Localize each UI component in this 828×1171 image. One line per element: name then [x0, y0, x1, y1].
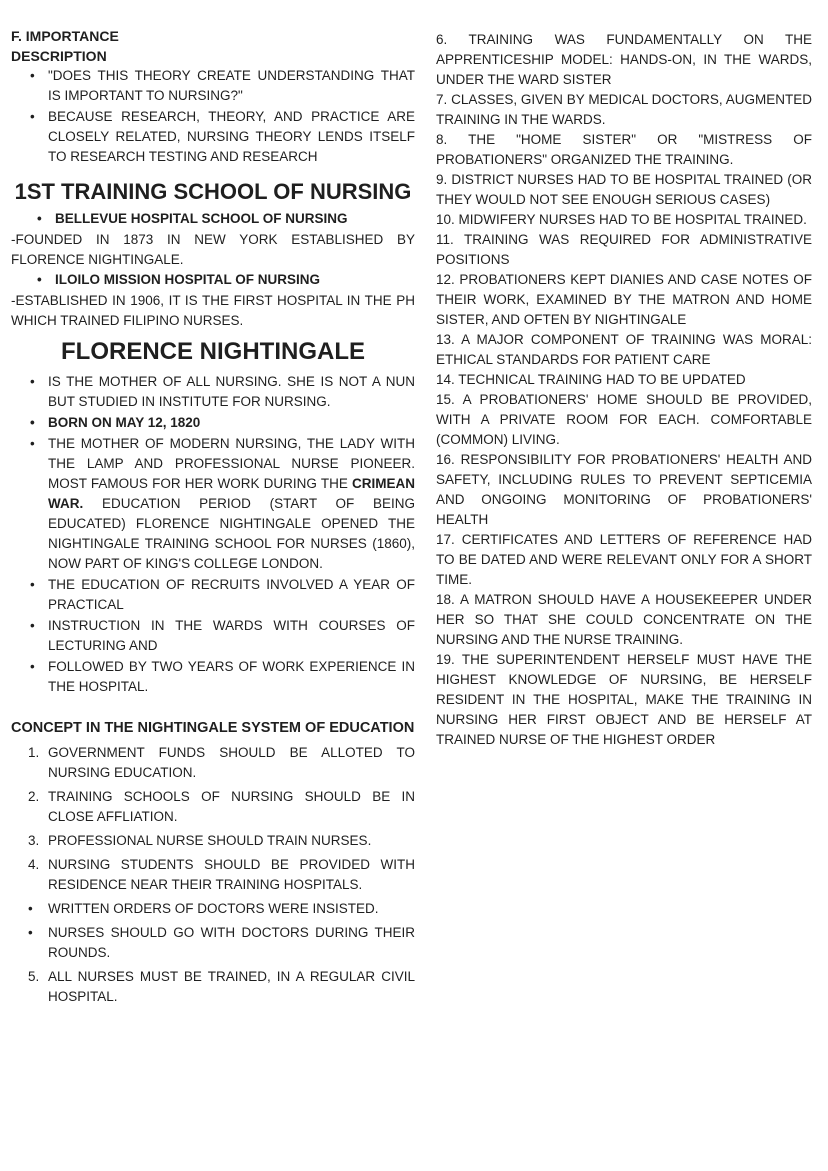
bullet-text: FOLLOWED BY TWO YEARS OF WORK EXPERIENCE IN THE HOSPITAL.	[48, 659, 415, 694]
bullet-item	[11, 899, 415, 919]
bullet-text: THE MOTHER OF MODERN NURSING, THE LADY WITH THE LAMP AND PROFESSIONAL NURSE PIONEER. MOST FAMOUS FOR HER WORK DURING THE	[48, 436, 415, 491]
bullet-text: IS THE MOTHER OF ALL NURSING. SHE IS NOT A NUN BUT STUDIED IN INSTITUTE FOR NURSING.	[48, 374, 415, 409]
numbered-item	[11, 743, 415, 783]
bullet-icon: •	[28, 901, 33, 916]
numbered-paragraph: 17. CERTIFICATES AND LETTERS OF REFERENCE HAD TO BE DATED AND WERE RELEVANT ONLY FOR A SHORT TIME.	[436, 532, 812, 587]
numbered-paragraph: 14. TECHNICAL TRAINING HAD TO BE UPDATED	[436, 372, 746, 387]
item-text: GOVERNMENT FUNDS SHOULD BE ALLOTED TO NURSING EDUCATION.	[48, 745, 415, 780]
training-school-entry-title	[11, 209, 415, 229]
item-text: WRITTEN ORDERS OF DOCTORS WERE INSISTED.	[48, 901, 379, 916]
bullet-icon: •	[30, 436, 35, 451]
bullet-item	[11, 923, 415, 963]
importance-bullet-item	[11, 66, 415, 106]
item-number: 3.	[28, 833, 40, 848]
numbered-item	[11, 855, 415, 895]
left-column	[11, 26, 415, 1171]
bullet-text: "DOES THIS THEORY CREATE UNDERSTANDING THAT IS IMPORTANT TO NURSING?"	[48, 68, 415, 103]
item-number: 4.	[28, 857, 40, 872]
numbered-paragraph: 12. PROBATIONERS KEPT DIANIES AND CASE NOTES OF THEIR WORK, EXAMINED BY THE MATRON AND HOME SISTER, AND OFTEN BY NIGHTINGALE	[436, 272, 812, 327]
bullet-text: INSTRUCTION IN THE WARDS WITH COURSES OF LECTURING AND	[48, 618, 415, 653]
florence-bullet-item	[11, 575, 415, 615]
numbered-paragraph: 13. A MAJOR COMPONENT OF TRAINING WAS MORAL: ETHICAL STANDARDS FOR PATIENT CARE	[436, 332, 812, 367]
item-text: NURSING STUDENTS SHOULD BE PROVIDED WITH RESIDENCE NEAR THEIR TRAINING HOSPITALS.	[48, 857, 415, 892]
item-number: 5.	[28, 969, 40, 984]
bullet-icon: •	[37, 272, 42, 287]
bullet-text: BECAUSE RESEARCH, THEORY, AND PRACTICE ARE CLOSELY RELATED, NURSING THEORY LENDS ITSELF TO RESEARCH TESTING AND RESEARCH	[48, 109, 415, 164]
numbered-paragraph: 6. TRAINING WAS FUNDAMENTALLY ON THE APPRENTICESHIP MODEL: HANDS-ON, IN THE WARDS, UNDER THE WARD SISTER	[436, 32, 812, 87]
bullet-text: EDUCATION PERIOD (START OF BEING EDUCATED) FLORENCE NIGHTINGALE OPENED THE NIGHTINGALE TRAINING SCHOOL FOR NURSES (1860), NOW PART OF KING'S COLLEGE LONDON.	[48, 496, 415, 571]
numbered-paragraph: 19. THE SUPERINTENDENT HERSELF MUST HAVE THE HIGHEST KNOWLEDGE OF NURSING, BE HERSELF RESIDENT IN THE HOSPITAL, MAKE THE TRAINING IN NURSING HER FIRST OBJECT AND BE HERSELF AT TRAINED NURSE OF THE HIGHEST ORDER	[436, 652, 812, 747]
importance-heading: F. IMPORTANCE	[11, 28, 119, 44]
bullet-icon: •	[30, 577, 35, 592]
bullet-icon: •	[30, 415, 35, 430]
bullet-text: BORN ON MAY 12, 1820	[48, 415, 201, 430]
numbered-item	[11, 787, 415, 827]
numbered-paragraph: 15. A PROBATIONERS' HOME SHOULD BE PROVIDED, WITH A PRIVATE ROOM FOR EACH. COMFORTABLE (COMMON) LIVING.	[436, 392, 812, 447]
numbered-item	[11, 967, 415, 1007]
item-text: TRAINING SCHOOLS OF NURSING SHOULD BE IN CLOSE AFFLIATION.	[48, 789, 415, 824]
numbered-paragraph: 18. A MATRON SHOULD HAVE A HOUSEKEEPER UNDER HER SO THAT SHE COULD CONCENTRATE ON THE NURSING AND THE NURSE TRAINING.	[436, 592, 812, 647]
bullet-text: THE EDUCATION OF RECRUITS INVOLVED A YEAR OF PRACTICAL	[48, 577, 415, 612]
numbered-paragraph: 16. RESPONSIBILITY FOR PROBATIONERS' HEALTH AND SAFETY, INCLUDING RULES TO PREVENT SEPTICEMIA AND ONGOING MONITORING OF PROBATIONERS' HEALTH	[436, 452, 812, 527]
florence-heading: FLORENCE NIGHTINGALE	[61, 338, 365, 365]
bullet-icon: •	[30, 618, 35, 633]
bullet-icon: •	[30, 374, 35, 389]
numbered-paragraph: 7. CLASSES, GIVEN BY MEDICAL DOCTORS, AUGMENTED TRAINING IN THE WARDS.	[436, 92, 812, 127]
entry-title-text: ILOILO MISSION HOSPITAL OF NURSING	[55, 272, 321, 287]
item-text: PROFESSIONAL NURSE SHOULD TRAIN NURSES.	[48, 833, 372, 848]
training-school-entry-title	[11, 270, 415, 290]
florence-bullet-item	[11, 616, 415, 656]
bullet-text-bold: CRIMEAN WAR.	[48, 476, 415, 511]
concept-heading: CONCEPT IN THE NIGHTINGALE SYSTEM OF EDUCATION	[11, 720, 415, 736]
item-number: 1.	[28, 745, 40, 760]
numbered-paragraph: 10. MIDWIFERY NURSES HAD TO BE HOSPITAL TRAINED.	[436, 212, 807, 227]
item-text: NURSES SHOULD GO WITH DOCTORS DURING THEIR ROUNDS.	[48, 925, 415, 960]
florence-bullet-item	[11, 657, 415, 697]
numbered-item	[11, 831, 415, 851]
bullet-icon: •	[28, 925, 33, 940]
florence-bullet-item	[11, 413, 415, 433]
florence-bullet-item	[11, 434, 415, 574]
right-column	[436, 26, 812, 1171]
bullet-icon: •	[30, 68, 35, 83]
importance-bullet-item	[11, 107, 415, 167]
training-school-entry-detail: -FOUNDED IN 1873 IN NEW YORK ESTABLISHED BY FLORENCE NIGHTINGALE.	[11, 232, 415, 267]
numbered-paragraph: 9. DISTRICT NURSES HAD TO BE HOSPITAL TRAINED (OR THEY WOULD NOT SEE ENOUGH SERIOUS CASES)	[436, 172, 812, 207]
bullet-icon: •	[37, 211, 42, 226]
training-school-entry-detail: -ESTABLISHED IN 1906, IT IS THE FIRST HOSPITAL IN THE PH WHICH TRAINED FILIPINO NURSES.	[11, 293, 415, 328]
bullet-icon: •	[30, 659, 35, 674]
florence-bullet-item	[11, 372, 415, 412]
description-heading: DESCRIPTION	[11, 48, 107, 64]
training-school-heading: 1ST TRAINING SCHOOL OF NURSING	[14, 179, 412, 204]
numbered-paragraph: 8. THE "HOME SISTER" OR "MISTRESS OF PROBATIONERS" ORGANIZED THE TRAINING.	[436, 132, 812, 167]
item-number: 2.	[28, 789, 40, 804]
numbered-paragraph: 11. TRAINING WAS REQUIRED FOR ADMINISTRATIVE POSITIONS	[436, 232, 812, 267]
item-text: ALL NURSES MUST BE TRAINED, IN A REGULAR CIVIL HOSPITAL.	[48, 969, 415, 1004]
entry-title-text: BELLEVUE HOSPITAL SCHOOL OF NURSING	[55, 211, 348, 226]
bullet-icon: •	[30, 109, 35, 124]
